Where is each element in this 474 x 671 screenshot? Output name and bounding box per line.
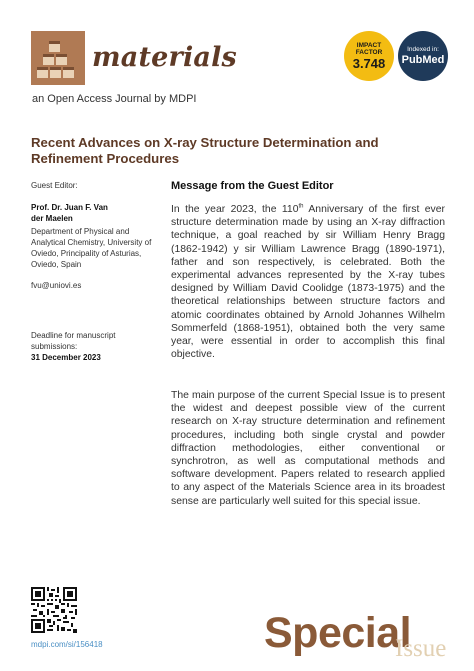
issue-wordmark: Issue [395, 635, 447, 662]
special-issue-url[interactable]: mdpi.com/si/156418 [31, 640, 103, 649]
p1-superscript: th [298, 203, 304, 210]
p1-rest: Anniversary of the first ever structure determination made by using an X-ray diffraction technique, a goal reached by sir William Henry Bragg (1862-1942) y sir William Lawrence Bragg (1890-1971), father and son respectively, is celebrated. Both the experimental advances represented by the X-ray tubes designed by William David Coolidge (1873-1975) and the theoretical relationships between structure factors and atomic coordinates obtained by Arnold Johannes Wilhelm Sommerfeld (1868-1951), obtained both the very same year, were essential in order to accomplish this final objective. [171, 204, 445, 361]
journal-logo [31, 31, 85, 85]
deadline-date-text: 31 December 2023 [31, 353, 101, 362]
message-paragraph-1 [171, 203, 445, 361]
deadline-label: Deadline for manuscript submissions: [31, 331, 116, 351]
deadline-date [31, 352, 161, 363]
editor-email[interactable]: fvu@uniovi.es [31, 281, 82, 290]
guest-editor-label: Guest Editor: [31, 181, 78, 190]
editor-affiliation: Department of Physical and Analytical Chemistry, University of Oviedo, Principality of Asturias, Oviedo, Spain [31, 227, 152, 269]
editor-name-text: Prof. Dr. Juan F. Van der Maelen [31, 203, 108, 223]
qr-code-icon[interactable] [31, 587, 77, 633]
journal-name: materials [92, 42, 237, 73]
special-issue-title: Recent Advances on X-ray Structure Determination and Refinement Procedures [31, 135, 379, 166]
message-heading: Message from the Guest Editor [171, 180, 334, 192]
impact-factor-badge [344, 31, 394, 81]
guest-editor-name [31, 202, 111, 224]
p1-start: In the year 2023, the 110 [171, 204, 299, 215]
special-wordmark: Special [264, 609, 412, 657]
pubmed-value: PubMed [401, 53, 445, 66]
stacked-cubes-icon [31, 31, 85, 85]
pubmed-label: Indexed in: [407, 45, 439, 53]
impact-factor-value: 3.748 [352, 55, 386, 71]
pubmed-badge [398, 31, 448, 81]
message-paragraph-2: The main purpose of the current Special Issue is to present the widest and deepest possible view of the current research on X-ray structure determination and refinement procedures, including both single crystal and powder diffraction methodologies, either conventional or synchrotron, as well as computational methods and software development. Papers related to research applied to any aspect of the Materials Science area in its broadest sense are particularly well suited for this special issue. [171, 390, 445, 507]
journal-tagline: an Open Access Journal by MDPI [32, 93, 197, 105]
impact-factor-label: IMPACT FACTOR [355, 41, 383, 56]
